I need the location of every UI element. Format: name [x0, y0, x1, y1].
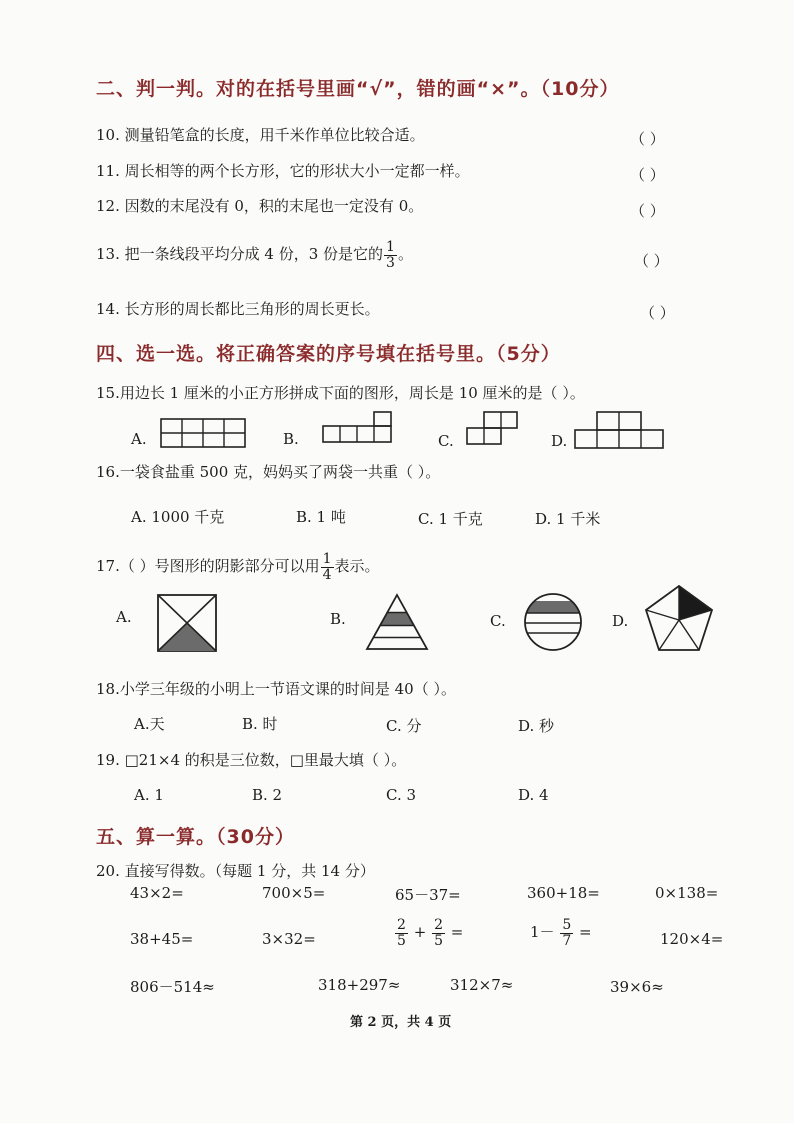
calc-item: 39×6≈	[610, 978, 664, 996]
calc-item: 65－37=	[395, 886, 461, 904]
fraction-denominator: 7	[562, 932, 572, 949]
calc-item: 312×7≈	[450, 976, 514, 994]
question-13	[96, 240, 413, 270]
q15-shape-d[interactable]	[574, 410, 664, 450]
q16-option-a[interactable]: A. 1000 千克	[131, 508, 225, 526]
page-number: 第 2 页，共 4 页	[350, 1015, 452, 1030]
question-17-end: 表示。	[334, 557, 380, 576]
q15-option-c-label: C.	[438, 432, 454, 450]
answer-paren-12[interactable]: （ ）	[630, 202, 665, 220]
q19-option-a[interactable]: A. 1	[134, 786, 164, 804]
fraction	[395, 918, 408, 948]
calc-item: 38+45=	[130, 930, 194, 948]
q15-option-b-label: B.	[283, 430, 299, 448]
fraction-denominator: 5	[434, 932, 443, 949]
question-10: 10. 测量铅笔盒的长度，用千米作单位比较合适。	[96, 126, 425, 144]
calc-item: 806－514≈	[130, 978, 215, 996]
section-title-choose: 四、选一选。将正确答案的序号填在括号里。（5分）	[96, 343, 561, 365]
q17-shape-d-pentagon[interactable]	[643, 584, 715, 654]
fraction-numerator: 5	[562, 917, 572, 933]
fraction-one-quarter	[321, 552, 334, 582]
calc-item: 360+18=	[527, 884, 600, 902]
q17-shape-b-triangle[interactable]	[366, 594, 428, 650]
answer-paren-14[interactable]: （ ）	[640, 304, 675, 322]
q18-option-b[interactable]: B. 时	[242, 715, 278, 733]
answer-paren-10[interactable]: （ ）	[630, 130, 665, 148]
q16-option-c[interactable]: C. 1 千克	[418, 510, 483, 528]
q19-option-d[interactable]: D. 4	[518, 786, 549, 804]
q15-option-d-label: D.	[551, 432, 568, 450]
question-13-end: 。	[397, 245, 413, 264]
q17-option-d-label: D.	[612, 612, 629, 630]
question-11: 11. 周长相等的两个长方形，它的形状大小一定都一样。	[96, 162, 470, 180]
calc-fraction-sum	[394, 918, 463, 948]
question-20: 20. 直接写得数。（每题 1 分，共 14 分）	[96, 862, 375, 880]
q15-option-a-label: A.	[131, 430, 147, 448]
fraction-numerator: 2	[434, 917, 443, 933]
question-14: 14. 长方形的周长都比三角形的周长更长。	[96, 300, 380, 318]
question-13-text: 13. 把一条线段平均分成 4 份，3 份是它的	[96, 245, 384, 264]
question-17-text: 17.（ ）号图形的阴影部分可以用	[96, 557, 320, 576]
calc-fraction-sub	[530, 918, 592, 948]
fraction-numerator: 1	[322, 551, 332, 567]
q18-option-a[interactable]: A.天	[134, 715, 165, 733]
q17-option-a-label: A.	[116, 608, 132, 626]
fraction	[432, 918, 445, 948]
fraction-denominator: 4	[322, 566, 332, 583]
fraction	[560, 918, 573, 948]
calc-item: 120×4=	[660, 930, 724, 948]
q17-option-c-label: C.	[490, 612, 506, 630]
calc-item: 3×32=	[262, 930, 316, 948]
q19-option-b[interactable]: B. 2	[252, 786, 283, 804]
q16-option-d[interactable]: D. 1 千米	[535, 510, 601, 528]
answer-paren-11[interactable]: （ ）	[630, 166, 665, 184]
q18-option-c[interactable]: C. 分	[386, 717, 422, 735]
fraction-denominator: 5	[397, 932, 406, 949]
question-18: 18.小学三年级的小明上一节语文课的时间是 40（ ）。	[96, 680, 456, 698]
q18-option-d[interactable]: D. 秒	[518, 717, 555, 735]
q15-shape-c[interactable]	[466, 410, 518, 446]
calc-item: 318+297≈	[318, 976, 401, 994]
q16-option-b[interactable]: B. 1 吨	[296, 508, 346, 526]
fraction-denominator: 3	[386, 254, 395, 271]
q19-option-c[interactable]: C. 3	[386, 786, 417, 804]
equals-sign: =	[579, 923, 592, 942]
equals-sign: =	[450, 923, 464, 942]
section-title-calc: 五、算一算。（30分）	[96, 826, 295, 848]
question-19: 19. □21×4 的积是三位数，□里最大填（ ）。	[96, 751, 407, 769]
q17-option-b-label: B.	[330, 610, 346, 628]
question-15: 15.用边长 1 厘米的小正方形拼成下面的图形，周长是 10 厘米的是（ ）。	[96, 384, 585, 402]
question-17	[96, 552, 380, 582]
calc-item: 700×5=	[262, 884, 326, 902]
question-12: 12. 因数的末尾没有 0，积的末尾也一定没有 0。	[96, 197, 424, 215]
q17-shape-c-circle[interactable]	[523, 592, 583, 652]
q15-shape-b[interactable]	[322, 412, 392, 444]
q17-shape-a-square[interactable]	[157, 594, 217, 652]
section-title-judge: 二、判一判。对的在括号里画“√”，错的画“×”。（10分）	[96, 78, 620, 100]
fraction-numerator: 1	[386, 239, 395, 255]
calc-lead: 1－	[530, 923, 555, 942]
fraction-numerator: 2	[397, 917, 406, 933]
calc-item: 43×2=	[130, 884, 184, 902]
answer-paren-13[interactable]: （ ）	[634, 252, 669, 270]
calc-item: 0×138=	[655, 884, 719, 902]
question-16: 16.一袋食盐重 500 克，妈妈买了两袋一共重（ ）。	[96, 463, 441, 481]
fraction-one-third	[384, 240, 397, 270]
plus-sign: +	[413, 923, 427, 942]
q15-shape-a[interactable]	[160, 418, 246, 448]
